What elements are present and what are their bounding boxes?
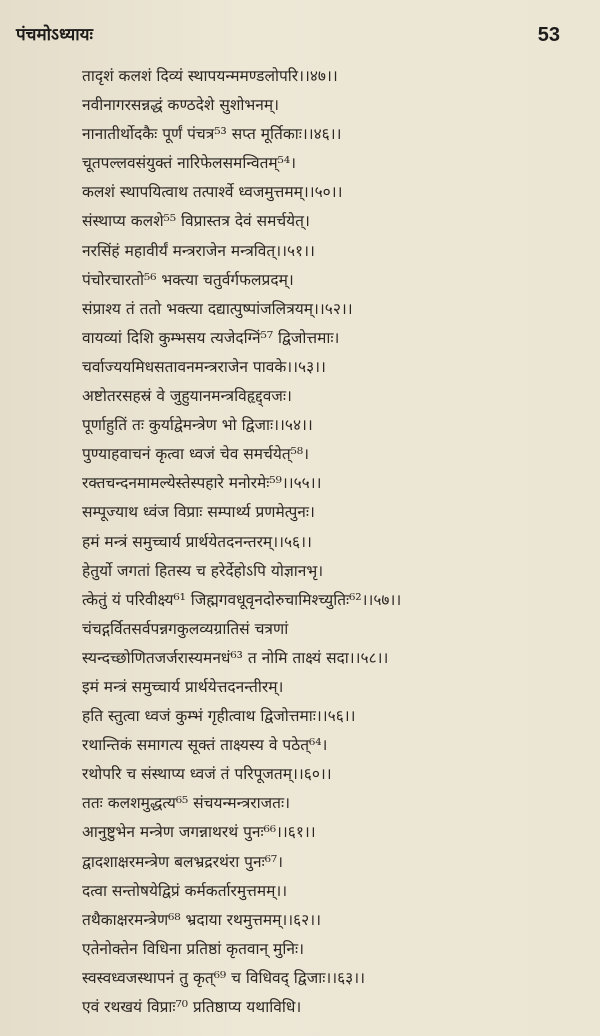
verse-line: वायव्यां दिशि कुम्भसय त्यजेदग्निं⁵⁷ द्विजोत्तमाः। <box>82 328 340 347</box>
verse-line: रथोपरि च संस्थाप्य ध्वजं तं परिपूजतम्।।६०।। <box>82 765 332 784</box>
verse-line: दत्वा सन्तोषयेद्विप्रं कर्मकर्तारमुत्तमम्।। <box>82 881 288 900</box>
verse-line: त्केतुं यं परिवीक्ष्य⁶¹ जिह्मगवधूवृनदोरुचामिश्च्युतिः⁶²।।५७।। <box>82 590 402 609</box>
verse-line: इमं मन्त्रं समुच्चार्य प्रार्थयेत्तदनन्तीरम्। <box>82 677 284 696</box>
verse-line: पूर्णाहुतिं तः कुर्याद्वेमन्त्रेण भो द्विजाः।।५४।। <box>82 416 313 435</box>
verse-line: हति स्तुत्वा ध्वजं कुम्भं गृहीत्वाथ द्विजोत्तमाः।।५६।। <box>82 707 356 726</box>
verse-line: कलशं स्थापयित्वाथ तत्पार्श्वे ध्वजमुत्तमम्।।५०।। <box>82 183 343 202</box>
verse-line: हेतुर्यो जगतां हितस्य च हरेर्देहोऽपि योज्ञानभृ। <box>82 561 324 580</box>
verse-line: नवीनागरसन्नद्धं कण्ठदेशे सुशोभनम्। <box>82 96 280 115</box>
page-number: 53 <box>537 24 560 46</box>
verse-line: आनुष्टुभेन मन्त्रेण जगन्नाथरथं पुनः⁶⁶।।६१।। <box>82 823 316 842</box>
verse-line: स्वस्वध्वजस्थापनं तु कृत्⁶⁹ च विधिवद् द्विजाः।।६३।। <box>82 968 365 987</box>
verse-line: संप्राश्य तं ततो भक्त्या दद्यात्पुष्पांजलित्रयम्।।५२।। <box>82 299 353 318</box>
verse-line: नानातीर्थोदकैः पूर्णं पंचत्र⁵³ सप्त मूर्तिकाः।।४६।। <box>82 125 342 144</box>
verse-line: चूतपल्लवसंयुक्तं नारिफेलसमन्वितम्⁵⁴। <box>82 154 296 173</box>
verse-line: हमं मन्त्रं समुच्चार्य प्रार्थयेतदनन्तरम्।।५६।। <box>82 532 312 551</box>
verse-line: पुण्याहवाचनं कृत्वा ध्वजं चेव समर्चयेत्⁵⁸। <box>82 445 309 464</box>
chapter-header: पंचमोऽध्यायः <box>16 25 93 45</box>
verse-line: पंचोरचारतो⁵⁶ भक्त्या चतुर्वर्गफलप्रदम्। <box>82 270 294 289</box>
verse-line: नरसिंहं महावीर्यं मन्त्रराजेन मन्त्रवित्।।५१।। <box>82 241 315 260</box>
verse-line: ततः कलशमुद्धत्य⁶⁵ संचयन्मन्त्रराजतः। <box>82 794 290 813</box>
verse-line: संस्थाप्य कलशे⁵⁵ विप्रास्तत्र देवं समर्चयेत्। <box>82 212 310 231</box>
verse-line: सम्पूज्याथ ध्वंज विप्राः सम्पार्थ्य प्रणमेत्पुनः। <box>82 503 315 522</box>
verse-line: चर्वाज्ययमिधसतावनमन्त्रराजेन पावके।।५३।। <box>82 357 326 376</box>
verse-line: रक्तचन्दनमामल्येस्तेस्पहारे मनोरमेः⁵⁹।।५५।। <box>82 474 322 493</box>
verse-line: चंचद्गर्वितसर्वपन्नगकुलव्यग्रातिसं चत्रणां <box>82 619 289 638</box>
verse-line: तादृशं कलशं दिव्यं स्थापयन्ममण्डलोपरि।।४७।। <box>82 67 338 85</box>
verse-line: एवं रथखयं विप्राः⁷⁰ प्रतिष्ठाप्य यथाविधि। <box>82 998 302 1016</box>
verse-line: एतेनोक्तेन विधिना प्रतिष्ठां कृतवान् मुनिः। <box>82 939 304 958</box>
verse-line: तथैकाक्षरमन्त्रेण⁶⁸ भ्रदाया रथमुत्तमम्।।६२।। <box>82 910 321 929</box>
verse-line: अष्टोतरसहस्रं वे जुहुयानमन्त्रविहृद्द्वजः। <box>82 387 292 406</box>
verse-line: स्यन्दच्छोणितजर्जरास्यमनधं⁶³ त नोमि ताक्ष्यं सदा।।५८।। <box>82 648 389 667</box>
verse-text-block <box>82 62 582 1022</box>
verse-line: द्वादशाक्षरमन्त्रेण बलभ्रद्ररथंरा पुनः⁶⁷। <box>82 852 284 871</box>
verse-line: रथान्तिकं समागत्य सूक्तं ताक्ष्यस्य वे पठेत्⁶⁴। <box>82 736 328 755</box>
